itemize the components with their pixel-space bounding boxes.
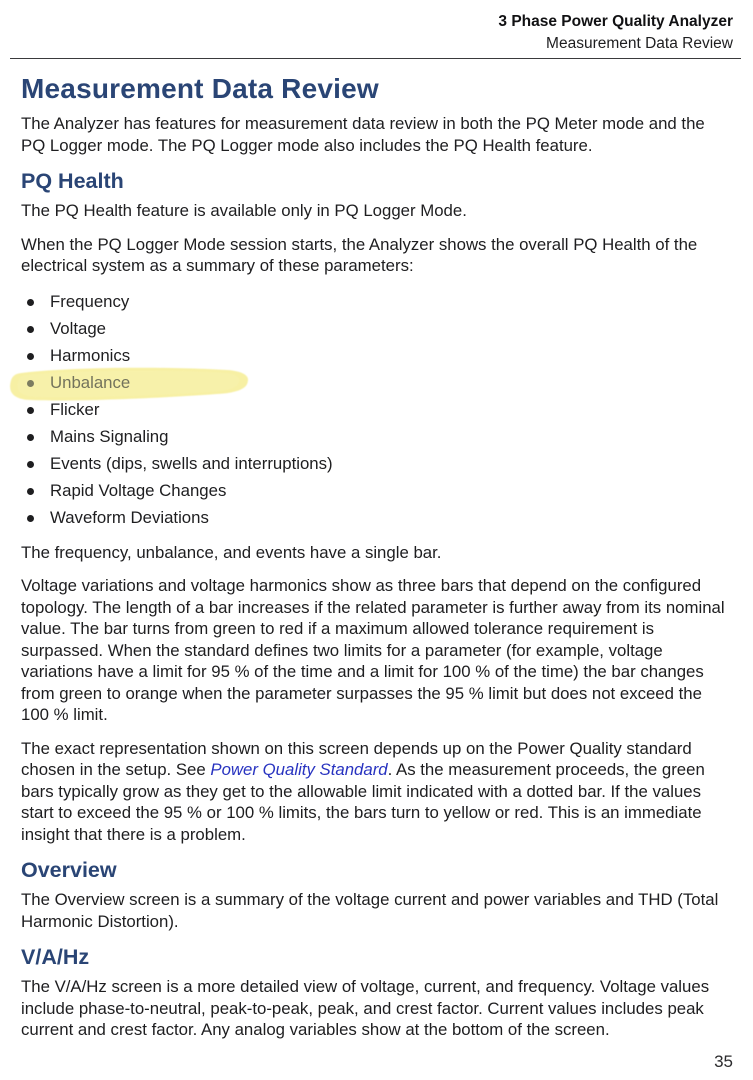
page-content bbox=[0, 73, 753, 1041]
single-bar-note-paragraph: The frequency, unbalance, and events have a single bar. bbox=[21, 542, 442, 562]
bullet-icon bbox=[27, 488, 34, 495]
vahz-paragraph: The V/A/Hz screen is a more detailed view of voltage, current, and frequency. Voltage values include phase-to-neutral, peak-to-peak, peak, and crest factor. Current values includes peak current and crest factor. Any analog variables show at the bottom of the screen. bbox=[21, 977, 710, 1039]
power-quality-standard-link[interactable]: Power Quality Standard bbox=[210, 760, 388, 779]
bullet-icon bbox=[27, 407, 34, 414]
bullet-icon bbox=[27, 353, 34, 360]
header-product-title: 3 Phase Power Quality Analyzer bbox=[498, 13, 733, 30]
section-heading-pq-health: PQ Health bbox=[21, 169, 124, 193]
page-title: Measurement Data Review bbox=[21, 73, 379, 104]
bullet-icon bbox=[27, 380, 34, 387]
section-heading-vahz: V/A/Hz bbox=[21, 945, 90, 969]
bars-behavior-paragraph: Voltage variations and voltage harmonics show as three bars that depend on the configured topology. The length of a bar increases if the related parameter is further away from its nominal value. The bar turns from green to red if a maximum allowed tolerance requirement is surpassed. When the standard defines two limits for a parameter (for example, voltage variations have a limit for 95 % of the time and a limit for 100 % of the time) the bar changes from green to orange when the parameter surpasses the 95 % limit but does not exceed the 100 % limit. bbox=[21, 576, 725, 724]
bullet-icon bbox=[27, 299, 34, 306]
pq-health-session-paragraph: When the PQ Logger Mode session starts, the Analyzer shows the overall PQ Health of the electrical system as a summary of these parameters: bbox=[21, 234, 698, 275]
standard-paragraph bbox=[21, 738, 733, 846]
overview-paragraph: The Overview screen is a summary of the voltage current and power variables and THD (Total Harmonic Distortion). bbox=[21, 890, 719, 931]
bullet-icon bbox=[27, 461, 34, 468]
header-divider-rule bbox=[10, 58, 741, 59]
list-item-flicker: Flicker bbox=[21, 397, 733, 424]
bullet-icon bbox=[27, 434, 34, 441]
list-item-events: Events (dips, swells and interruptions) bbox=[21, 451, 733, 478]
parameters-list bbox=[21, 289, 733, 532]
standard-paragraph-before: The exact representation shown on this screen depends up on the Power Quality standard chosen in the setup. See bbox=[21, 738, 692, 779]
page-header bbox=[0, 0, 753, 55]
page-number: 35 bbox=[714, 1052, 733, 1071]
list-item-frequency: Frequency bbox=[21, 289, 733, 316]
section-heading-overview: Overview bbox=[21, 858, 117, 882]
pq-health-availability-paragraph: The PQ Health feature is available only in PQ Logger Mode. bbox=[21, 201, 467, 220]
bullet-icon bbox=[27, 326, 34, 333]
list-item-unbalance: Unbalance bbox=[21, 370, 733, 397]
list-item-harmonics: Harmonics bbox=[21, 343, 733, 370]
intro-paragraph: The Analyzer has features for measurement data review in both the PQ Meter mode and the PQ Logger mode. The PQ Logger mode also includes the PQ Health feature. bbox=[21, 114, 705, 155]
list-item-rapid-voltage-changes: Rapid Voltage Changes bbox=[21, 478, 733, 505]
list-item-mains-signaling: Mains Signaling bbox=[21, 424, 733, 451]
header-section-subtitle: Measurement Data Review bbox=[546, 35, 733, 52]
list-item-waveform-deviations: Waveform Deviations bbox=[21, 505, 733, 532]
list-item-voltage: Voltage bbox=[21, 316, 733, 343]
bullet-icon bbox=[27, 515, 34, 522]
standard-paragraph-after: . As the measurement proceeds, the green bars typically grow as they get to the allowable limit indicated with a dotted bar. If the values start to exceed the 95 % or 100 % limits, the bars turn to yellow or red. This is an immediate insight that there is a problem. bbox=[21, 760, 705, 844]
